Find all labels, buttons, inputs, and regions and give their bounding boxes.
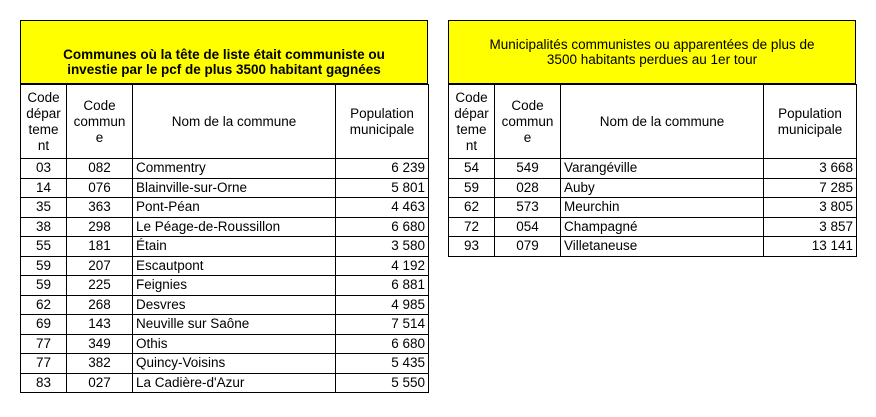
population-cell: 3 580 — [336, 237, 429, 257]
header-population: Population municipale — [336, 85, 429, 159]
table-row — [21, 198, 429, 218]
table-row — [449, 237, 857, 257]
commune-name-cell: Quincy-Voisins — [133, 354, 336, 374]
commune-name-cell: Othis — [133, 334, 336, 354]
table-row — [21, 276, 429, 296]
table-row — [21, 237, 429, 257]
population-cell: 5 435 — [336, 354, 429, 374]
header-commune-code: Code commun e — [495, 85, 561, 159]
commune-code-cell: 349 — [67, 334, 133, 354]
commune-code-cell: 207 — [67, 256, 133, 276]
table-row — [449, 159, 857, 179]
population-cell: 3 805 — [764, 198, 857, 218]
header-commune-name: Nom de la commune — [561, 85, 764, 159]
population-cell: 6 680 — [336, 334, 429, 354]
header-row — [21, 85, 429, 159]
commune-name-cell: Meurchin — [561, 198, 764, 218]
commune-name-cell: Escautpont — [133, 256, 336, 276]
lost-title-line-2: 3500 habitants perdues au 1er tour — [546, 52, 758, 67]
commune-name-cell: Desvres — [133, 295, 336, 315]
dept-code-cell: 03 — [21, 159, 67, 179]
population-cell: 7 514 — [336, 315, 429, 335]
commune-name-cell: Étain — [133, 237, 336, 257]
population-cell: 4 463 — [336, 198, 429, 218]
lost-municipalities-panel — [448, 20, 856, 257]
commune-code-cell: 268 — [67, 295, 133, 315]
commune-code-cell: 225 — [67, 276, 133, 296]
dept-code-cell: 59 — [21, 276, 67, 296]
commune-name-cell: Commentry — [133, 159, 336, 179]
population-cell: 5 801 — [336, 178, 429, 198]
population-cell: 4 985 — [336, 295, 429, 315]
commune-code-cell: 028 — [495, 178, 561, 198]
gained-communes-body — [21, 159, 429, 393]
commune-code-cell: 027 — [67, 373, 133, 393]
dept-code-cell: 14 — [21, 178, 67, 198]
table-row — [21, 334, 429, 354]
population-cell: 3 857 — [764, 217, 857, 237]
commune-name-cell: Champagné — [561, 217, 764, 237]
population-cell: 5 550 — [336, 373, 429, 393]
commune-name-cell: Varangéville — [561, 159, 764, 179]
dept-code-cell: 59 — [449, 178, 495, 198]
gained-communes-title — [20, 20, 428, 84]
commune-code-cell: 181 — [67, 237, 133, 257]
commune-code-cell: 382 — [67, 354, 133, 374]
population-cell: 7 285 — [764, 178, 857, 198]
commune-name-cell: Le Péage-de-Roussillon — [133, 217, 336, 237]
commune-code-cell: 079 — [495, 237, 561, 257]
population-cell: 4 192 — [336, 256, 429, 276]
gained-title-line-2: investie par le pcf de plus 3500 habitant gagnées — [67, 62, 381, 77]
population-cell: 6 239 — [336, 159, 429, 179]
commune-code-cell: 054 — [495, 217, 561, 237]
dept-code-cell: 59 — [21, 256, 67, 276]
commune-name-cell: Villetaneuse — [561, 237, 764, 257]
header-dept-code: Code dépar teme nt — [449, 85, 495, 159]
table-row — [21, 354, 429, 374]
commune-code-cell: 076 — [67, 178, 133, 198]
commune-code-cell: 082 — [67, 159, 133, 179]
table-row — [449, 198, 857, 218]
commune-name-cell: Blainville-sur-Orne — [133, 178, 336, 198]
dept-code-cell: 55 — [21, 237, 67, 257]
commune-name-cell: Neuville sur Saône — [133, 315, 336, 335]
population-cell: 6 881 — [336, 276, 429, 296]
table-row — [449, 217, 857, 237]
table-row — [21, 217, 429, 237]
header-commune-name: Nom de la commune — [133, 85, 336, 159]
lost-municipalities-title — [448, 20, 856, 84]
commune-code-cell: 298 — [67, 217, 133, 237]
dept-code-cell: 62 — [449, 198, 495, 218]
table-row — [21, 178, 429, 198]
table-row — [21, 373, 429, 393]
population-cell: 13 141 — [764, 237, 857, 257]
commune-name-cell: Auby — [561, 178, 764, 198]
table-row — [21, 159, 429, 179]
commune-name-cell: La Cadière-d'Azur — [133, 373, 336, 393]
header-commune-code: Code commun e — [67, 85, 133, 159]
header-dept-code: Code dépar teme nt — [21, 85, 67, 159]
header-row — [449, 85, 857, 159]
commune-code-cell: 573 — [495, 198, 561, 218]
population-cell: 3 668 — [764, 159, 857, 179]
dept-code-cell: 62 — [21, 295, 67, 315]
dept-code-cell: 72 — [449, 217, 495, 237]
table-row — [21, 256, 429, 276]
gained-communes-table — [20, 84, 429, 393]
dept-code-cell: 54 — [449, 159, 495, 179]
population-cell: 6 680 — [336, 217, 429, 237]
dept-code-cell: 77 — [21, 354, 67, 374]
dept-code-cell: 93 — [449, 237, 495, 257]
commune-code-cell: 549 — [495, 159, 561, 179]
header-population: Population municipale — [764, 85, 857, 159]
commune-code-cell: 363 — [67, 198, 133, 218]
table-row — [21, 295, 429, 315]
dept-code-cell: 38 — [21, 217, 67, 237]
gained-title-line-1: Communes où la tête de liste était communiste ou — [63, 47, 385, 62]
lost-municipalities-body — [449, 159, 857, 257]
commune-name-cell: Pont-Péan — [133, 198, 336, 218]
gained-communes-panel — [20, 20, 428, 393]
commune-code-cell: 143 — [67, 315, 133, 335]
dept-code-cell: 35 — [21, 198, 67, 218]
table-row — [21, 315, 429, 335]
commune-name-cell: Feignies — [133, 276, 336, 296]
dept-code-cell: 83 — [21, 373, 67, 393]
table-row — [449, 178, 857, 198]
lost-title-line-1: Municipalités communistes ou apparentées de plus de — [489, 37, 815, 52]
lost-municipalities-table — [448, 84, 857, 257]
dept-code-cell: 77 — [21, 334, 67, 354]
dept-code-cell: 69 — [21, 315, 67, 335]
